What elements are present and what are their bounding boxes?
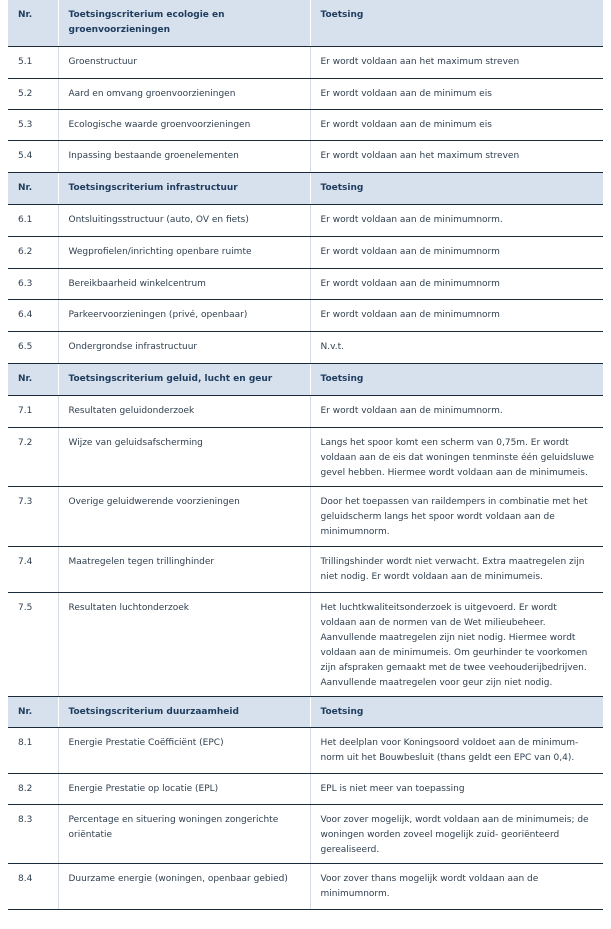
row-assessment: Langs het spoor komt een scherm van 0,75m. Er wordt voldaan aan de eis dat woningen tenminste één geluidsluwe gevel hebben. Hiermee wordt voldaan aan de minimumeis. [310, 427, 603, 486]
row-criterion: Duurzame energie (woningen, openbaar gebied) [58, 863, 310, 909]
header-criterion: Toetsingscriterium infrastructuur [58, 172, 310, 204]
row-criterion: Groenstructuur [58, 46, 310, 78]
row-criterion: Wegprofielen/inrichting openbare ruimte [58, 236, 310, 268]
section-header-ecologie [8, 0, 603, 46]
table-row [8, 395, 603, 427]
row-nr: 6.4 [8, 299, 58, 331]
table-row [8, 592, 603, 696]
row-criterion: Ondergrondse infrastructuur [58, 331, 310, 363]
row-criterion: Maatregelen tegen trillinghinder [58, 546, 310, 592]
row-assessment: Er wordt voldaan aan de minimumnorm [310, 268, 603, 299]
row-nr: 5.1 [8, 46, 58, 78]
row-assessment: Er wordt voldaan aan de minimum eis [310, 109, 603, 140]
row-assessment: EPL is niet meer van toepassing [310, 773, 603, 804]
row-nr: 6.3 [8, 268, 58, 299]
table-row [8, 46, 603, 78]
header-nr: Nr. [8, 363, 58, 395]
row-assessment: Er wordt voldaan aan het maximum streven [310, 140, 603, 172]
table-row [8, 204, 603, 236]
row-criterion: Wijze van geluidsafscherming [58, 427, 310, 486]
criteria-table [8, 0, 603, 910]
row-assessment: Voor zover thans mogelijk wordt voldaan aan de minimumnorm. [310, 863, 603, 909]
table-row [8, 109, 603, 140]
table-row [8, 78, 603, 109]
row-nr: 8.1 [8, 727, 58, 773]
row-nr: 7.2 [8, 427, 58, 486]
row-criterion: Aard en omvang groenvoorzieningen [58, 78, 310, 109]
row-criterion: Resultaten geluidonderzoek [58, 395, 310, 427]
row-assessment: Er wordt voldaan aan de minimumnorm [310, 236, 603, 268]
row-nr: 7.4 [8, 546, 58, 592]
table-row [8, 331, 603, 363]
row-criterion: Overige geluidwerende voorzieningen [58, 486, 310, 546]
table-row [8, 140, 603, 172]
table-row [8, 236, 603, 268]
table-row [8, 486, 603, 546]
header-nr: Nr. [8, 172, 58, 204]
header-assessment: Toetsing [310, 0, 603, 46]
row-assessment: N.v.t. [310, 331, 603, 363]
row-nr: 5.4 [8, 140, 58, 172]
criteria-document [8, 0, 603, 910]
row-assessment: Het luchtkwaliteitsonderzoek is uitgevoerd. Er wordt voldaan aan de normen van de Wet milieubeheer. Aanvullende maatregelen zijn niet nodig. Hiermee wordt voldaan aan de minimumeis. Om geurhinder te voorkomen zijn afspraken gemaakt met de twee veehouderijbedrijven. Aanvullende maatregelen voor geur zijn niet nodig. [310, 592, 603, 696]
row-nr: 8.4 [8, 863, 58, 909]
row-criterion: Energie Prestatie Coëfficiënt (EPC) [58, 727, 310, 773]
row-assessment: Er wordt voldaan aan de minimum eis [310, 78, 603, 109]
section-header-infrastructuur [8, 172, 603, 204]
row-criterion: Ontsluitingsstructuur (auto, OV en fiets) [58, 204, 310, 236]
row-nr: 5.2 [8, 78, 58, 109]
row-assessment: Er wordt voldaan aan de minimumnorm [310, 299, 603, 331]
row-assessment: Trillingshinder wordt niet verwacht. Extra maatregelen zijn niet nodig. Er wordt voldaan aan de minimumeis. [310, 546, 603, 592]
row-assessment: Er wordt voldaan aan de minimumnorm. [310, 204, 603, 236]
row-assessment: Voor zover mogelijk, wordt voldaan aan de minimumeis; de woningen worden zoveel mogelijk zuid- georiënteerd gerealiseerd. [310, 804, 603, 863]
row-assessment: Het deelplan voor Koningsoord voldoet aan de minimum-norm uit het Bouwbesluit (thans geldt een EPC van 0,4). [310, 727, 603, 773]
header-nr: Nr. [8, 696, 58, 727]
header-criterion: Toetsingscriterium ecologie en groenvoorzieningen [58, 0, 310, 46]
table-row [8, 727, 603, 773]
table-row [8, 804, 603, 863]
section-header-geluid-lucht-geur [8, 363, 603, 395]
table-row [8, 773, 603, 804]
table-row [8, 299, 603, 331]
header-assessment: Toetsing [310, 363, 603, 395]
row-criterion: Bereikbaarheid winkelcentrum [58, 268, 310, 299]
header-nr: Nr. [8, 0, 58, 46]
row-nr: 6.1 [8, 204, 58, 236]
header-assessment: Toetsing [310, 172, 603, 204]
table-row [8, 268, 603, 299]
row-nr: 5.3 [8, 109, 58, 140]
row-nr: 6.2 [8, 236, 58, 268]
row-criterion: Parkeervoorzieningen (privé, openbaar) [58, 299, 310, 331]
row-criterion: Ecologische waarde groenvoorzieningen [58, 109, 310, 140]
table-row [8, 546, 603, 592]
row-assessment: Er wordt voldaan aan de minimumnorm. [310, 395, 603, 427]
row-assessment: Er wordt voldaan aan het maximum streven [310, 46, 603, 78]
header-criterion: Toetsingscriterium geluid, lucht en geur [58, 363, 310, 395]
row-criterion: Percentage en situering woningen zongerichte oriëntatie [58, 804, 310, 863]
row-criterion: Energie Prestatie op locatie (EPL) [58, 773, 310, 804]
header-assessment: Toetsing [310, 696, 603, 727]
row-criterion: Inpassing bestaande groenelementen [58, 140, 310, 172]
section-header-duurzaamheid [8, 696, 603, 727]
row-nr: 8.2 [8, 773, 58, 804]
row-nr: 7.5 [8, 592, 58, 696]
table-row [8, 427, 603, 486]
header-criterion: Toetsingscriterium duurzaamheid [58, 696, 310, 727]
row-criterion: Resultaten luchtonderzoek [58, 592, 310, 696]
row-nr: 7.1 [8, 395, 58, 427]
row-nr: 8.3 [8, 804, 58, 863]
table-row [8, 863, 603, 909]
row-nr: 7.3 [8, 486, 58, 546]
row-nr: 6.5 [8, 331, 58, 363]
row-assessment: Door het toepassen van raildempers in combinatie met het geluidscherm langs het spoor wordt voldaan aan de minimumnorm. [310, 486, 603, 546]
